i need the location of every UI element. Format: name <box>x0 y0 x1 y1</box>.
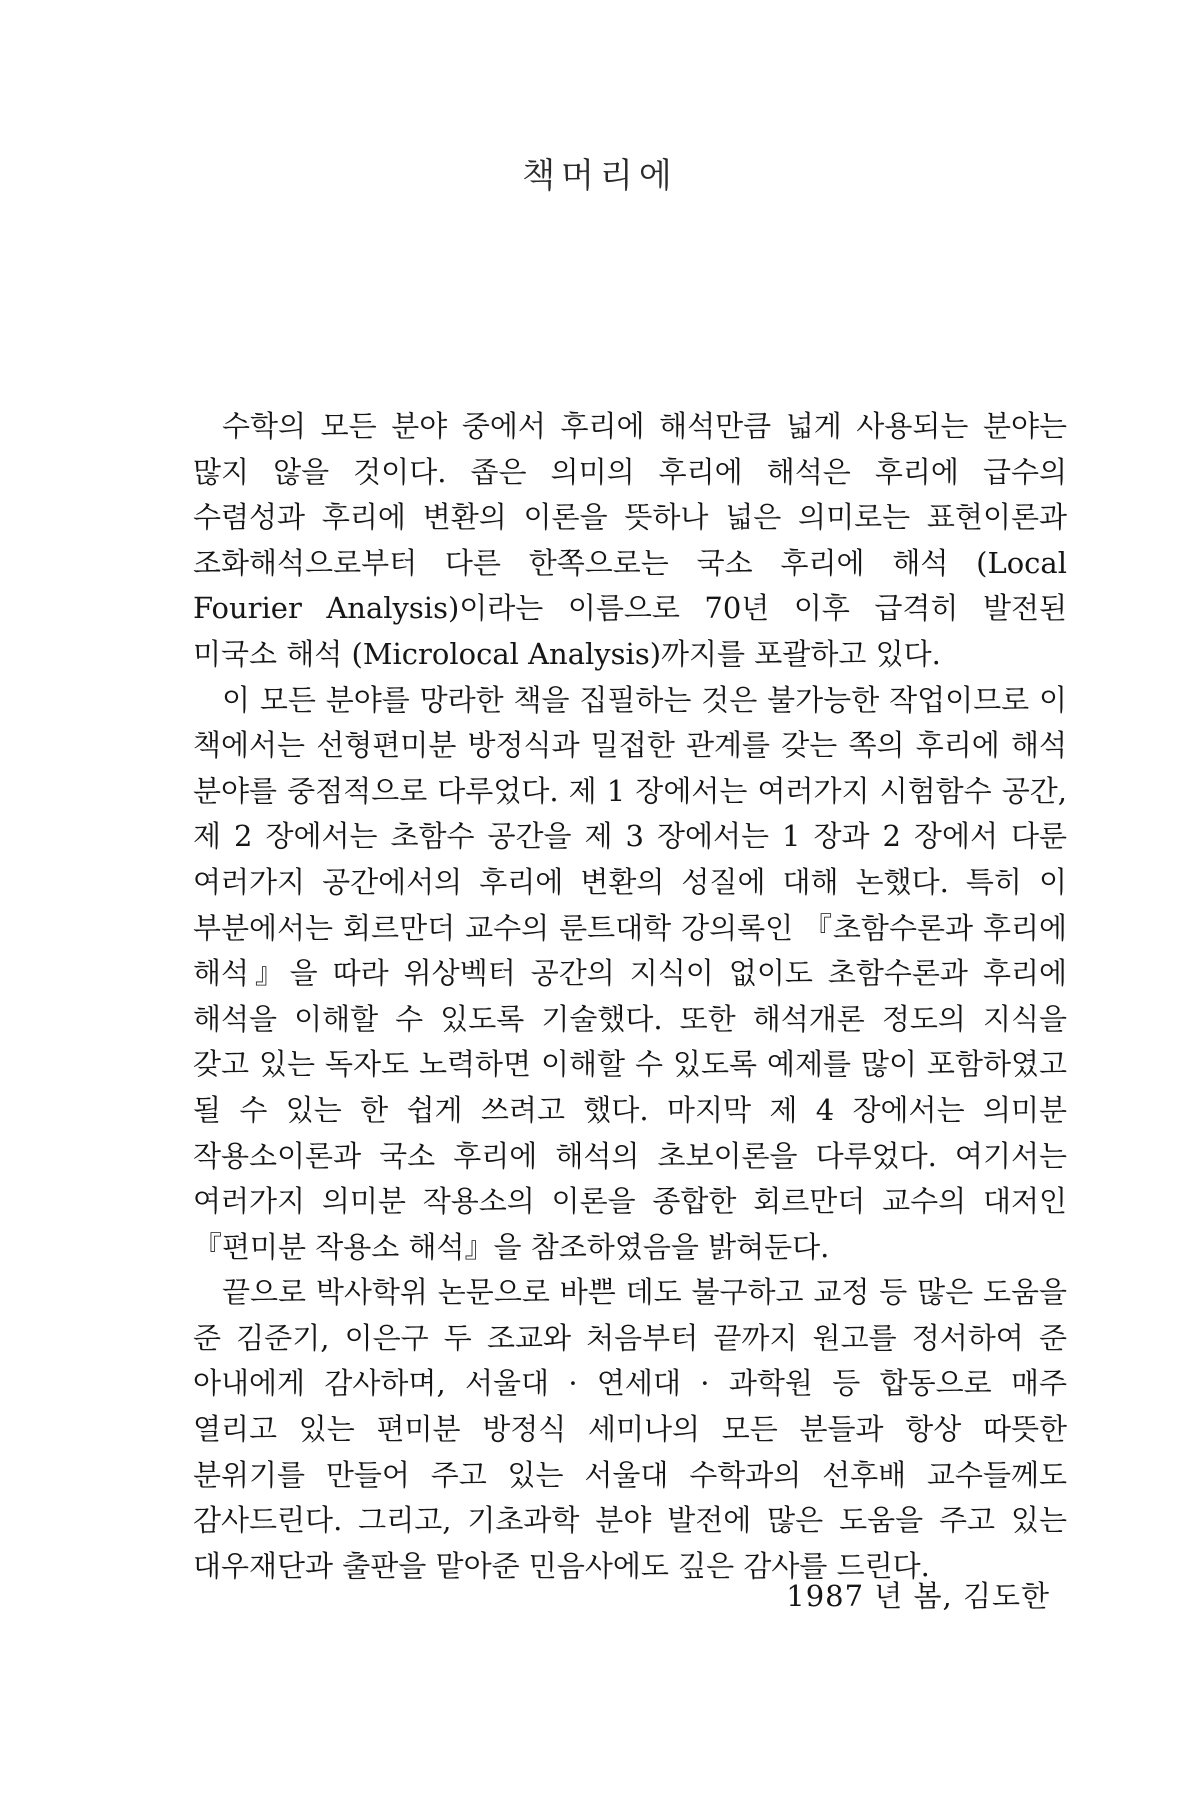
paragraph-1: 수학의 모든 분야 중에서 후리에 해석만큼 넓게 사용되는 분야는 많지 않을 것이다. 좁은 의미의 후리에 해석은 후리에 급수의 수렴성과 후리에 변환의 이론을 뜻하나 넓은 의미로는 표현이론과 조화해석으로부터 다른 한쪽으로는 국소 후리에 해석 (Local Fourier Analysis)이라는 이름으로 70년 이후 급격히 발전된 미국소 해석 (Microlocal Analysis)까지를 포괄하고 있다. <box>193 409 1067 671</box>
preface-body <box>193 404 1067 1589</box>
page-title: 책머리에 <box>522 156 678 196</box>
paragraph-3: 끝으로 박사학위 논문으로 바쁜 데도 불구하고 교정 등 많은 도움을 준 김준기, 이은구 두 조교와 처음부터 끝까지 원고를 정서하여 준 아내에게 감사하며, 서울대 · 연세대 · 과학원 등 합동으로 매주 열리고 있는 편미분 방정식 세미나의 모든 분들과 항상 따뜻한 분위기를 만들어 주고 있는 서울대 수학과의 선후배 교수들께도 감사드린다. 그리고, 기초과학 분야 발전에 많은 도움을 주고 있는 대우재단과 출판을 맡아준 민음사에도 깊은 감사를 드린다. <box>193 1275 1067 1583</box>
paragraph-2: 이 모든 분야를 망라한 책을 집필하는 것은 불가능한 작업이므로 이 책에서는 선형편미분 방정식과 밀접한 관계를 갖는 쪽의 후리에 해석 분야를 중점적으로 다루었다. 제 1 장에서는 여러가지 시험함수 공간, 제 2 장에서는 초함수 공간을 제 3 장에서는 1 장과 2 장에서 다룬 여러가지 공간에서의 후리에 변환의 성질에 대해 논했다. 특히 이 부분에서는 회르만더 교수의 룬트대학 강의록인 『초함수론과 후리에 해석』을 따라 위상벡터 공간의 지식이 없이도 초함수론과 후리에 해석을 이해할 수 있도록 기술했다. 또한 해석개론 정도의 지식을 갖고 있는 독자도 노력하면 이해할 수 있도록 예제를 많이 포함하였고 될 수 있는 한 쉽게 쓰려고 했다. 마지막 제 4 장에서는 의미분 작용소이론과 국소 후리에 해석의 초보이론을 다루었다. 여기서는 여러가지 의미분 작용소의 이론을 종합한 회르만더 교수의 대저인 『편미분 작용소 해석』을 참조하였음을 밝혀둔다. <box>193 682 1067 1264</box>
author-signature: 1987 년 봄, 김도한 <box>786 1579 1050 1613</box>
